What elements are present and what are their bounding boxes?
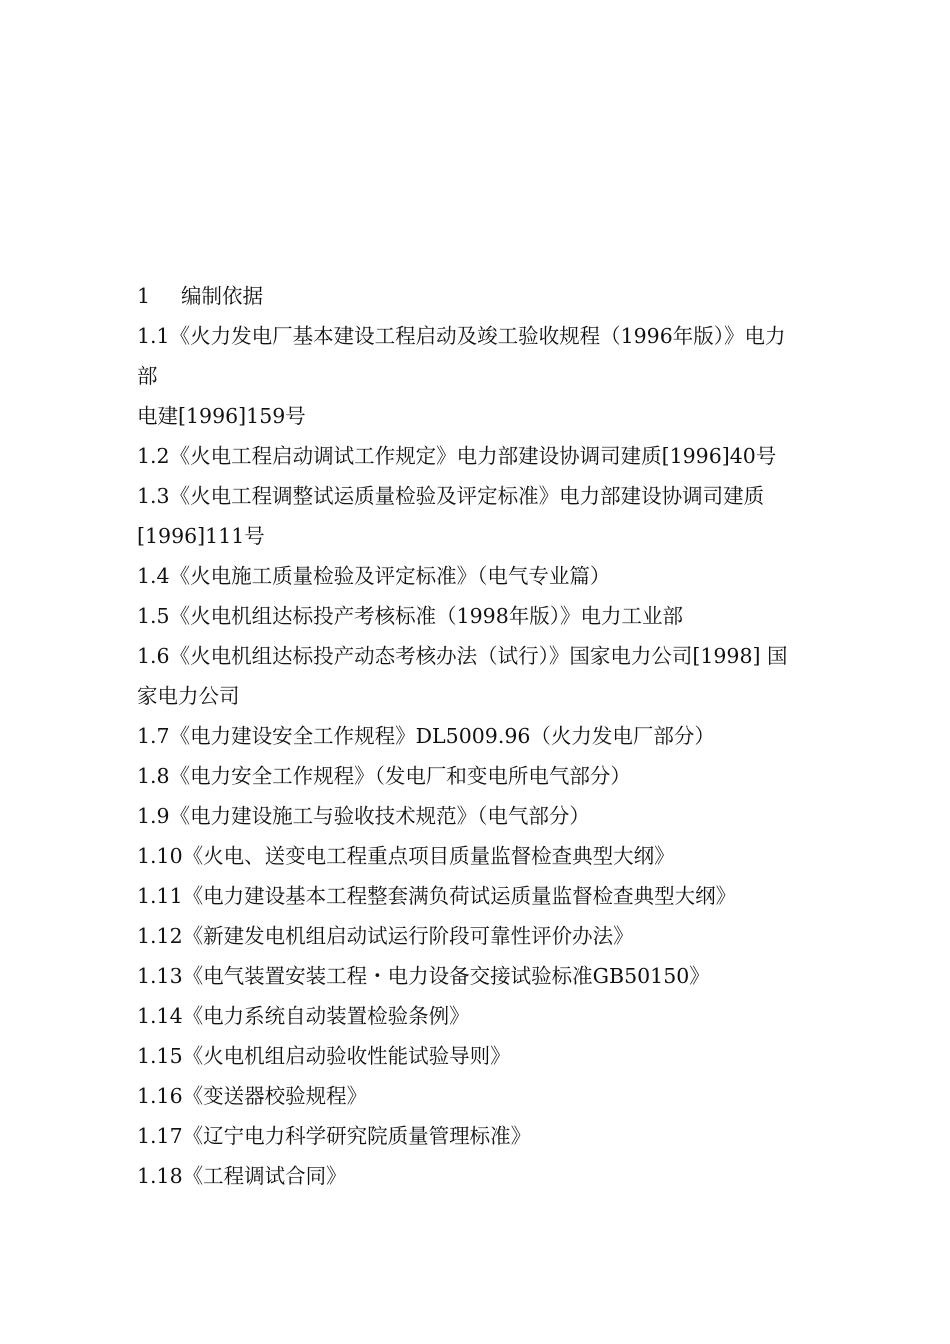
section-title: 编制依据: [181, 284, 263, 308]
reference-item-1-10: 1.10《火电、送变电工程重点项目质量监督检查典型大纲》: [137, 844, 675, 868]
reference-item-1-11: 1.11《电力建设基本工程整套满负荷试运质量监督检查典型大纲》: [137, 884, 737, 908]
reference-item-1-13: 1.13《电气装置安装工程・电力设备交接试验标准GB50150》: [137, 964, 710, 988]
reference-item-1-1-line-3: 电建[1996]159号: [137, 404, 306, 428]
reference-item-1-5: 1.5《火电机组达标投产考核标准（1998年版）》电力工业部: [137, 604, 684, 628]
document-body: [137, 276, 867, 1196]
reference-item-1-4: 1.4《火电施工质量检验及评定标准》（电气专业篇）: [137, 564, 611, 588]
reference-item-1-3-line-2: [1996]111号: [137, 524, 265, 548]
reference-item-1-8: 1.8《电力安全工作规程》（发电厂和变电所电气部分）: [137, 764, 631, 788]
reference-item-1-2: 1.2《火电工程启动调试工作规定》电力部建设协调司建质[1996]40号: [137, 444, 777, 468]
reference-item-1-17: 1.17《辽宁电力科学研究院质量管理标准》: [137, 1124, 532, 1148]
reference-item-1-12: 1.12《新建发电机组启动试运行阶段可靠性评价办法》: [137, 924, 634, 948]
section-number: 1: [137, 284, 151, 308]
reference-item-1-9: 1.9《电力建设施工与验收技术规范》（电气部分）: [137, 804, 590, 828]
section-heading: [137, 276, 867, 316]
reference-item-1-14: 1.14《电力系统自动装置检验条例》: [137, 1004, 470, 1028]
reference-item-1-6-line-2: 家电力公司: [137, 684, 240, 708]
reference-item-1-15: 1.15《火电机组启动验收性能试验导则》: [137, 1044, 511, 1068]
reference-item-1-18: 1.18《工程调试合同》: [137, 1164, 347, 1188]
reference-item-1-7: 1.7《电力建设安全工作规程》DL5009.96（火力发电厂部分）: [137, 724, 715, 748]
reference-item-1-3-line-1: 1.3《火电工程调整试运质量检验及评定标准》电力部建设协调司建质: [137, 484, 765, 508]
reference-item-1-16: 1.16《变送器校验规程》: [137, 1084, 368, 1108]
reference-item-1-1-line-1: 1.1《火力发电厂基本建设工程启动及竣工验收规程（1996年版）》电力: [137, 324, 786, 348]
reference-item-1-1-line-2: 部: [137, 364, 158, 388]
reference-item-1-6-line-1: 1.6《火电机组达标投产动态考核办法（试行）》国家电力公司[1998] 国: [137, 644, 788, 668]
